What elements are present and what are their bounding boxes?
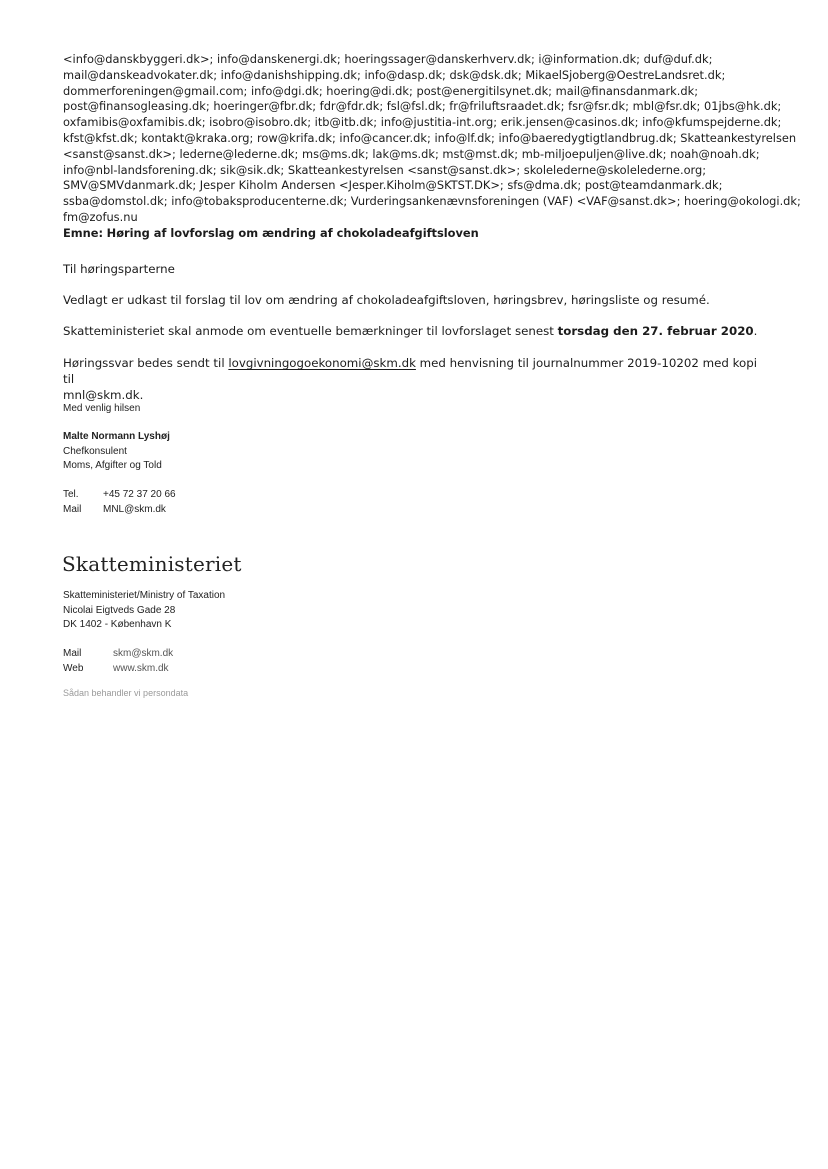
reply-journal: med henvisning til journalnummer 2019-10202 med kopi til	[63, 356, 758, 386]
closing: Med venlig hilsen	[63, 403, 141, 414]
reply-copy-email: mnl@skm.dk.	[63, 387, 144, 402]
reply-email-link[interactable]: lovgivningogoekonomi@skm.dk	[228, 356, 416, 370]
recipient-line: oxfamibis@oxfamibis.dk; isobro@isobro.dk; itb@itb.dk; info@justitia-int.org; erik.jensen@casinos.dk; info@kfumspejderne.dk;	[63, 115, 782, 130]
signer-name: Malte Normann Lyshøj	[63, 431, 170, 442]
signer-contact	[63, 488, 176, 517]
body-paragraph-2	[63, 324, 763, 340]
deadline-prefix: Skatteministeriet skal anmode om eventuelle bemærkninger til lovforslaget senest	[63, 324, 558, 338]
recipient-line: SMV@SMVdanmark.dk; Jesper Kiholm Andersen <Jesper.Kiholm@SKTST.DK>; sfs@dma.dk; post@teamdanmark.dk;	[63, 178, 723, 193]
greeting: Til høringsparterne	[63, 262, 175, 276]
footer-contact	[63, 646, 173, 676]
recipient-line: kfst@kfst.dk; kontakt@kraka.org; row@krifa.dk; info@cancer.dk; info@lf.dk; info@baeredygtigtlandbrug.dk; Skatteankestyrelsen	[63, 130, 797, 145]
footer-web-link[interactable]: www.skm.dk	[113, 663, 169, 674]
footer-mail-row	[63, 646, 173, 661]
subject-text: Høring af lovforslag om ændring af chokoladeafgiftsloven	[106, 225, 479, 240]
recipient-line: fm@zofus.nu	[63, 209, 138, 224]
body-paragraph-3	[63, 356, 763, 403]
footer-mail-link[interactable]: skm@skm.dk	[113, 648, 174, 659]
mail-label: Mail	[63, 503, 82, 515]
recipient-line: info@nbl-landsforening.dk; sik@sik.dk; Skatteankestyrelsen <sanst@sanst.dk>; skolelederne@skolelederne.org;	[63, 162, 707, 177]
recipient-line: ssba@domstol.dk; info@tobaksproducenterne.dk; Vurderingsankenævnsforeningen (VAF) <VAF@sanst.dk>; hoering@okologi.dk;	[63, 194, 801, 209]
tel-label: Tel.	[63, 489, 79, 500]
footer-web-row	[63, 661, 173, 676]
signature-block	[63, 430, 170, 474]
footer-web-label: Web	[63, 663, 84, 674]
mail-row	[63, 503, 176, 518]
recipient-line: dommerforeningen@gmail.com; info@dgi.dk; hoering@di.dk; post@energitilsynet.dk; mail@finansdanmark.dk;	[63, 83, 699, 98]
recipient-list	[63, 52, 801, 242]
privacy-link[interactable]: Sådan behandler vi persondata	[63, 688, 189, 698]
deadline-date: torsdag den 27. februar 2020	[557, 324, 754, 338]
footer-city: DK 1402 - København K	[63, 619, 172, 630]
footer-mail-label: Mail	[63, 648, 82, 659]
footer-address	[63, 589, 225, 633]
body-paragraph-1: Vedlagt er udkast til forslag til lov om ændring af chokoladeafgiftsloven, høringsbrev, høringsliste og resumé.	[63, 293, 710, 307]
reply-prefix: Høringssvar bedes sendt til	[63, 356, 229, 370]
recipient-line: post@finansogleasing.dk; hoeringer@fbr.dk; fdr@fdr.dk; fsl@fsl.dk; fr@friluftsraadet.dk; fsr@fsr.dk; mbl@fsr.dk; 01jbs@hk.dk;	[63, 99, 782, 114]
recipient-line: <sanst@sanst.dk>; lederne@lederne.dk; ms@ms.dk; lak@ms.dk; mst@mst.dk; mb-miljoepuljen@live.dk; noah@noah.dk;	[63, 146, 760, 161]
mail-value[interactable]: MNL@skm.dk	[103, 503, 166, 515]
recipient-line: mail@danskeadvokater.dk; info@danishshipping.dk; info@dasp.dk; dsk@dsk.dk; MikaelSjoberg@OestreLandsret.dk;	[63, 67, 726, 82]
signer-title: Chefkonsulent	[63, 445, 127, 457]
recipient-line: <info@danskbyggeri.dk>; info@danskenergi.dk; hoeringssager@danskerhverv.dk; i@information.dk; duf@duf.dk;	[63, 52, 713, 66]
footer-street: Nicolai Eigtveds Gade 28	[63, 604, 176, 616]
signer-department: Moms, Afgifter og Told	[63, 460, 162, 471]
subject-label: Emne:	[63, 225, 104, 240]
tel-row	[63, 488, 176, 503]
skatteministeriet-logo: Skatteministeriet	[62, 552, 242, 576]
deadline-suffix: .	[753, 324, 758, 338]
tel-value: +45 72 37 20 66	[103, 489, 176, 500]
footer-org: Skatteministeriet/Ministry of Taxation	[63, 590, 226, 601]
subject-line	[63, 226, 763, 242]
